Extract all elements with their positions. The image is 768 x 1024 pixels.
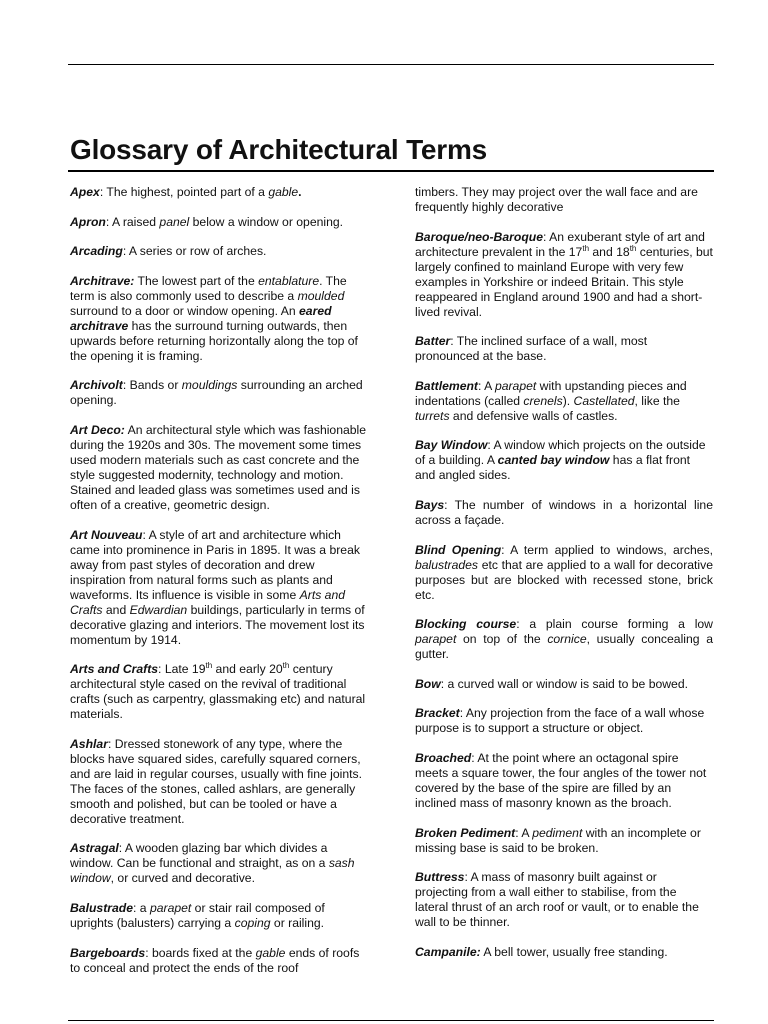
italic-term: Castellated: [573, 393, 635, 408]
glossary-term: Bow: [415, 676, 441, 691]
term-separator: :: [142, 527, 146, 542]
italic-term: pediment: [532, 825, 583, 840]
glossary-entry: [415, 438, 713, 483]
glossary-entry: [415, 379, 713, 424]
glossary-entry: [70, 244, 368, 259]
italic-term: parapet: [494, 378, 537, 393]
glossary-term: Astragal: [70, 841, 119, 856]
glossary-term: Buttress: [415, 870, 465, 885]
glossary-term: Blind Opening: [415, 542, 502, 557]
italic-term: Arts and Crafts: [70, 587, 346, 617]
definition-text: a: [136, 900, 150, 915]
title-underline: [68, 170, 714, 172]
term-separator: :: [105, 214, 110, 229]
italic-term: panel: [159, 214, 190, 229]
glossary-entry: [70, 841, 368, 886]
term-separator: :: [450, 334, 454, 349]
definition-text: or stair rail composed of uprights (balusters) carrying a: [70, 900, 325, 930]
term-separator: :: [477, 378, 482, 393]
glossary-term: Apron: [70, 214, 106, 229]
glossary-term: Broached: [415, 750, 472, 765]
term-separator: :: [99, 185, 104, 199]
glossary-term: Bays: [415, 497, 445, 512]
definition-text: A mass of masonry built against or projecting from a wall either to stabilise, from the lateral thrust of an arch roof or vault, or to enable the wall to be thinner.: [415, 870, 699, 930]
definition-text: has a flat front and angled sides.: [415, 453, 691, 483]
glossary-term: Arts and Crafts: [70, 662, 159, 677]
definition-text: An architectural style which was fashionable during the 1920s and 30s. The movement some times used modern materials such as cast concrete and the style suggested modernity, technology and motion. Stained and leaded glass was sometimes used and is often of a creative, geometric design.: [70, 422, 367, 512]
glossary-term: Bargeboards: [70, 945, 146, 960]
definition-text: A raised: [109, 214, 160, 229]
term-separator: :: [158, 662, 162, 677]
glossary-entry: [415, 870, 713, 930]
definition-text: surrounding an arched opening.: [70, 378, 363, 408]
top-rule: [68, 64, 714, 65]
term-separator: :: [542, 229, 547, 244]
italic-term: coping: [234, 915, 271, 930]
definition-text: etc that are applied to a wall for decorative purposes but are blocked with recessed stone, brick etc.: [415, 557, 713, 602]
glossary-term: Bay Window: [415, 438, 488, 453]
definition-text: or railing.: [270, 915, 325, 930]
term-separator: :: [145, 945, 149, 960]
right-column: [415, 185, 713, 974]
term-separator: :: [459, 706, 464, 721]
glossary-entry: [70, 662, 368, 722]
glossary-entry: [70, 737, 368, 827]
right-column-entries: [415, 230, 713, 960]
definition-text: and early 20: [212, 662, 283, 677]
definition-text: Any projection from the face of a wall whose purpose is to support a structure or object.: [415, 706, 705, 736]
glossary-term: Art Nouveau: [70, 527, 143, 542]
definition-text: boards fixed at the: [148, 945, 256, 960]
term-separator: :: [440, 676, 445, 691]
glossary-term: Architrave:: [70, 273, 135, 288]
definition-text: A series or row of arches.: [126, 244, 267, 259]
glossary-entry: [415, 617, 713, 662]
definition-text: A style of art and architecture which came into prominence in Paris in 1895. It was a break away from past styles of decoration and drew inspiration from natural forms such as plants and waveforms. Its influence is visible in some: [70, 527, 360, 602]
glossary-term: Art Deco:: [70, 422, 125, 437]
definition-text: A wooden glazing bar which divides a window. Can be functional and straight, as on a: [70, 841, 329, 871]
superscript: th: [282, 661, 290, 671]
superscript: th: [629, 243, 637, 253]
glossary-term: Campanile:: [415, 944, 481, 959]
definition-text: , or curved and decorative.: [110, 871, 255, 886]
italic-term: gable: [268, 185, 299, 199]
definition-text: A window which projects on the outside of a building. A: [415, 438, 706, 468]
page-title: Glossary of Architectural Terms: [70, 134, 488, 165]
glossary-entry: [415, 498, 713, 528]
definition-text: Dressed stonework of any type, where the blocks have squared sides, carefully squared corners, and are laid in regular courses, usually with fine joints. The faces of the stones, called ashlars, are generally smooth and polished, but can be tooled or have a decorative treatment.: [70, 736, 362, 826]
term-separator: :: [133, 900, 137, 915]
italic-term: parapet: [415, 632, 457, 647]
continued-entry-text: timbers. They may project over the wall face and are frequently highly decorative: [415, 185, 698, 214]
glossary-term: Arcading: [70, 244, 123, 259]
term-separator: :: [487, 438, 491, 453]
glossary-term: Archivolt: [70, 378, 123, 393]
glossary-term: Baroque/neo-Baroque: [415, 229, 543, 244]
glossary-entry: [70, 378, 368, 408]
definition-text: and: [102, 602, 130, 617]
definition-text: ).: [562, 393, 574, 408]
definition-text: with upstanding pieces and indentations (called: [415, 378, 687, 408]
glossary-entry: [70, 528, 368, 648]
glossary-entry: [70, 215, 368, 230]
definition-text: a plain course forming a low: [519, 617, 713, 632]
definition-text: , like the: [634, 393, 680, 408]
definition-text: A bell tower, usually free standing.: [480, 944, 668, 959]
definition-text: and 18: [589, 244, 630, 259]
glossary-entry: [415, 230, 713, 320]
definition-text: The highest, pointed part of a: [103, 185, 269, 199]
definition-text: below a window or opening.: [189, 214, 344, 229]
glossary-entry: [70, 901, 368, 931]
term-separator: :: [501, 542, 505, 557]
definition-text: has the surround turning outwards, then upwards before returning horizontally along the top of the opening it is framing.: [70, 318, 358, 363]
definition-text: . The term is also commonly used to describe a: [70, 273, 347, 303]
definition-text: with an incomplete or missing base is said to be broken.: [415, 825, 701, 855]
italic-term: turrets: [415, 408, 450, 423]
definition-text: century architectural style cased on the revival of traditional crafts (such as carpentry, glassmaking etc) and natural materials.: [70, 662, 366, 722]
superscript: th: [205, 661, 213, 671]
term-separator: :: [118, 841, 123, 856]
glossary-term: Apex: [70, 185, 100, 199]
glossary-term: Ashlar: [70, 736, 108, 751]
italic-term: mouldings: [181, 378, 238, 393]
term-separator: :: [516, 617, 520, 632]
definition-text: The number of windows in a horizontal line across a façade.: [415, 497, 713, 527]
glossary-entry: [415, 543, 713, 603]
glossary-entry: [415, 945, 713, 960]
italic-term: canted bay window: [497, 453, 610, 468]
superscript: th: [582, 243, 590, 253]
term-separator: :: [107, 736, 112, 751]
glossary-term: Balustrade: [70, 900, 133, 915]
definition-text: on top of the: [456, 632, 548, 647]
definition-text: At the point where an octagonal spire meets a square tower, the four angles of the tower not covered by the base of the spire are filled by an inclined mass of masonry known as the broach.: [415, 750, 707, 810]
glossary-term: Bracket: [415, 706, 460, 721]
term-separator: :: [464, 870, 468, 885]
glossary-term: Blocking course: [415, 617, 517, 632]
definition-text: ends of roofs to conceal and protect the ends of the roof: [70, 945, 360, 975]
term-separator: :: [122, 244, 127, 259]
glossary-entry: [70, 423, 368, 513]
glossary-entry: [70, 946, 368, 976]
glossary-entry: [415, 334, 713, 364]
definition-text: Late 19: [161, 662, 206, 677]
glossary-entry: [70, 274, 368, 364]
definition-text: , usually concealing a gutter.: [415, 632, 713, 662]
glossary-term: Batter: [415, 334, 451, 349]
definition-text: A term applied to windows, arches,: [504, 542, 713, 557]
definition-text: .: [298, 185, 302, 199]
definition-text: buildings, particularly in terms of decorative glazing and interiors. The movement lost its momentum by 1914.: [70, 602, 365, 647]
definition-text: centuries, but largely confined to mainland Europe with very few examples in Yorkshire or indeed Britain. This style reappeared in England around 1900 and had a short-lived revival.: [415, 244, 713, 319]
italic-term: moulded: [297, 288, 345, 303]
term-separator: :: [122, 378, 127, 393]
italic-term: parapet: [149, 900, 192, 915]
definition-text: surround to a door or window opening. An: [70, 303, 300, 318]
term-separator: :: [471, 750, 475, 765]
term-separator: :: [515, 825, 519, 840]
italic-term: Edwardian: [129, 602, 188, 617]
definition-text: A: [481, 378, 495, 393]
definition-text: Bands or: [126, 378, 182, 393]
glossary-entry: [415, 826, 713, 856]
glossary-entry: [70, 185, 368, 200]
glossary-term: Battlement: [415, 378, 478, 393]
definition-text: The inclined surface of a wall, most pronounced at the base.: [415, 334, 648, 364]
italic-term: balustrades: [415, 557, 479, 572]
italic-term: eared architrave: [70, 303, 332, 333]
glossary-entry: [415, 706, 713, 736]
left-column: [70, 185, 368, 990]
bottom-rule: [68, 1020, 714, 1021]
italic-term: cornice: [547, 632, 587, 647]
glossary-entry: [415, 677, 713, 692]
italic-term: gable: [255, 945, 286, 960]
definition-text: a curved wall or window is said to be bowed.: [444, 676, 688, 691]
term-separator: :: [444, 497, 448, 512]
definition-text: An exuberant style of art and architecture prevalent in the 17: [415, 229, 705, 259]
definition-text: The lowest part of the: [134, 273, 259, 288]
glossary-term: Broken Pediment: [415, 825, 516, 840]
italic-term: sash window: [70, 856, 355, 886]
definition-text: and defensive walls of castles.: [449, 408, 618, 423]
italic-term: entablature: [258, 273, 320, 288]
italic-term: crenels: [523, 393, 563, 408]
definition-text: A: [518, 825, 533, 840]
glossary-entry: [415, 751, 713, 811]
